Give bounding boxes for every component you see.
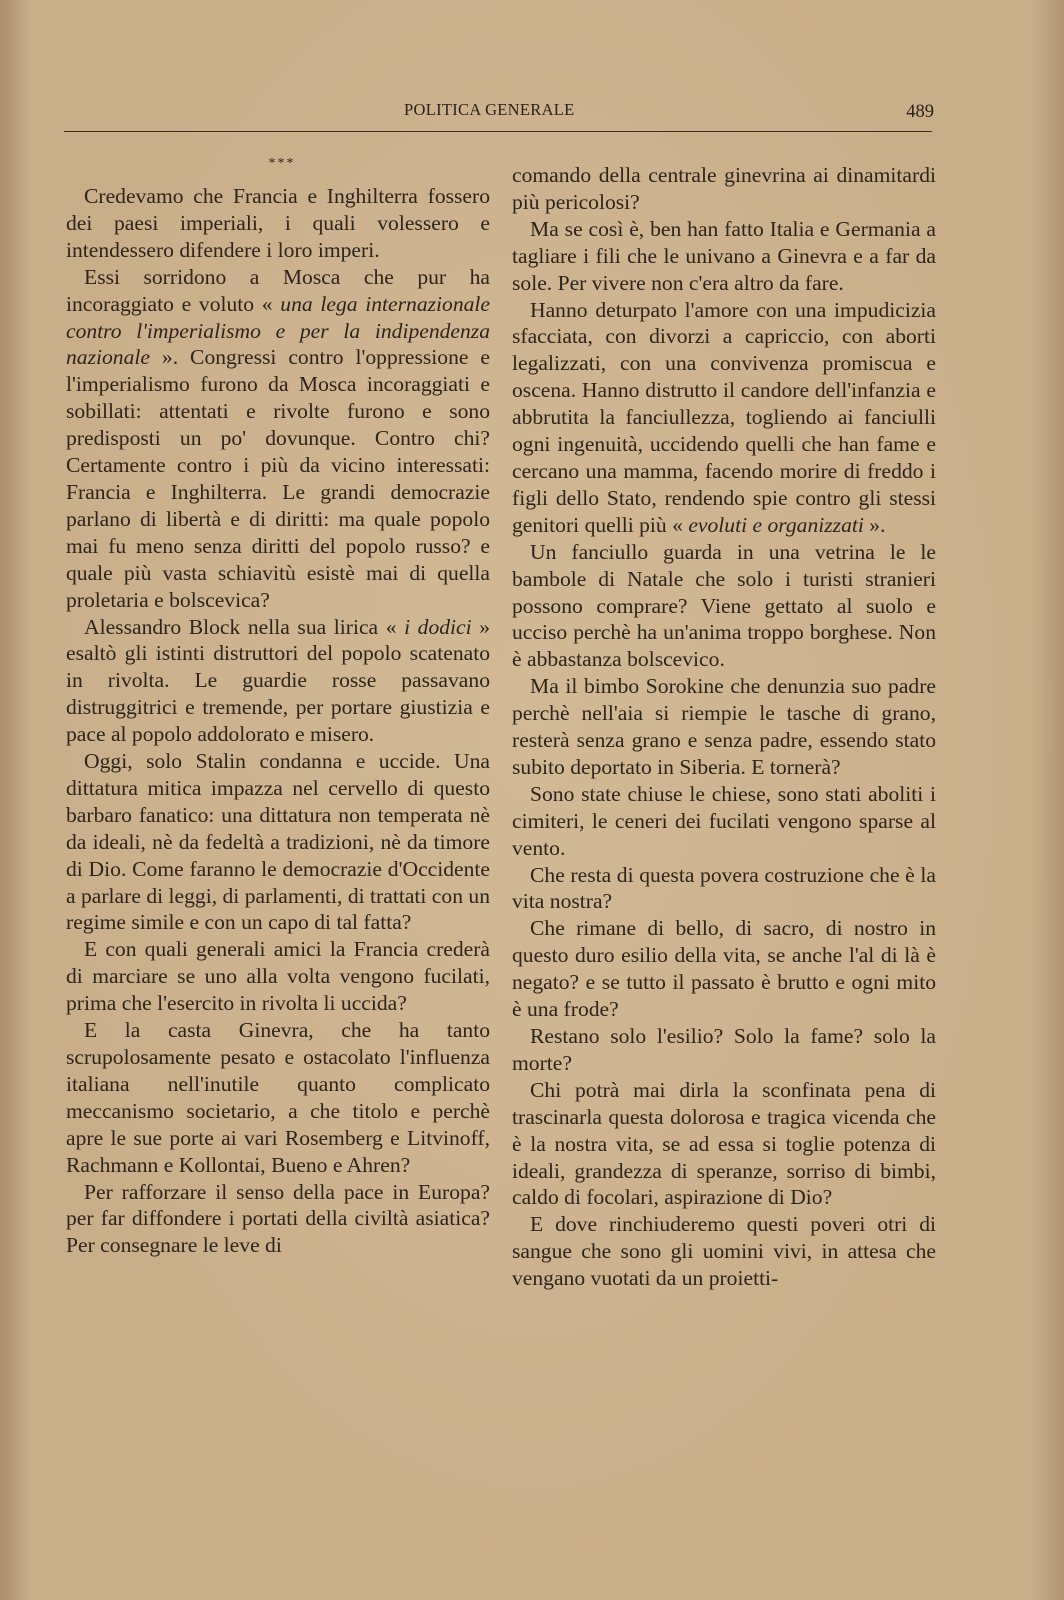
page-number: 489 — [906, 102, 934, 122]
header-rule — [64, 131, 932, 132]
left-column — [66, 156, 490, 1259]
paragraph — [512, 1023, 936, 1077]
paragraph — [66, 264, 490, 614]
paragraph — [512, 1211, 936, 1292]
paragraph-text: Che resta di questa povera costruzione che è la vita nostra? — [512, 862, 936, 914]
section-separator: *** — [268, 156, 296, 171]
paragraph — [66, 614, 490, 749]
paragraph-text: Ma se così è, ben han fatto Italia e Germania a tagliare i fili che le univano a Ginevra e a far da sole. Per vivere non c'era altro da fare. — [512, 216, 936, 295]
paragraph-text: Credevamo che Francia e Inghilterra fossero dei paesi imperiali, i quali volessero e intendessero difendere i loro imperi. — [66, 184, 490, 262]
paragraph-text: Essi sorridono a Mosca che pur ha incoraggiato e voluto « — [66, 264, 490, 316]
right-column — [512, 162, 936, 1292]
paragraph-text: ». — [863, 512, 886, 537]
paragraph — [512, 539, 936, 674]
paragraph-text: comando della centrale ginevrina ai dinamitardi più pericolosi? — [512, 163, 936, 214]
paragraph — [66, 183, 490, 264]
paragraph — [66, 748, 490, 936]
paragraph-text: Che rimane di bello, di sacro, di nostro in questo duro esilio della vita, se anche l'al di là è negato? e se tutto il passato è brutto e ogni mito è una frode? — [512, 916, 936, 1022]
paragraph — [66, 1017, 490, 1178]
running-title: POLITICA GENERALE — [404, 100, 575, 119]
paragraph — [512, 297, 936, 539]
paragraph-text: Chi potrà mai dirla la sconfinata pena di trascinarla questa dolorosa e tragica vicenda che è la nostra vita, se ad essa si toglie potenza di ideali, grandezza di speranze, sorriso di bimbi, caldo di focolari, aspirazione di Dio? — [512, 1077, 936, 1210]
paragraph — [512, 781, 936, 862]
paragraph — [512, 1077, 936, 1212]
paragraph-text: » esaltò gli istinti distruttori del popolo scatenato in rivolta. Le guardie rosse passavano distruggitrici e tremende, per portare giustizia e pace al popolo addolorato e misero. — [66, 614, 490, 747]
paragraph — [512, 162, 936, 216]
italic-text: una lega internazionale contro l'imperialismo e per la indipendenza nazionale — [66, 291, 490, 370]
paragraph-text: ». Congressi contro l'oppressione e l'imperialismo furono da Mosca incoraggiati e sobillati: attentati e rivolte furono e sono predisposti un po' dovunque. Contro chi? Certamente contro i più da vicino interessati: Francia e Inghilterra. Le grandi democrazie parlano di libertà e di diritti: ma quale popolo mai fu meno senza diritti del popolo russo? e quale più vasta schiavitù esistè mai di quella proletaria e bolscevica? — [66, 345, 490, 612]
paragraph-text: E dove rinchiuderemo questi poveri otri di sangue che sono gli uomini vivi, in attesa che vengano vuotati da un proietti- — [512, 1212, 936, 1291]
paragraph-text: Sono state chiuse le chiese, sono stati aboliti i cimiteri, le ceneri dei fucilati vengono sparse al vento. — [512, 781, 936, 860]
paragraph-text: E con quali generali amici la Francia crederà di marciare se uno alla volta vengono fucilati, prima che l'esercito in rivolta li uccida? — [66, 937, 490, 1016]
paragraph — [512, 915, 936, 1023]
paragraph-text: E la casta Ginevra, che ha tanto scrupolosamente pesato e ostacolato l'influenza italiana nell'inutile quanto complicato meccanismo societario, a che titolo e perchè apre le sue porte ai vari Rosemberg e Litvinoff, Rachmann e Kollontai, Bueno e Ahren? — [66, 1018, 490, 1177]
paragraph — [66, 936, 490, 1017]
italic-text: i dodici — [404, 614, 472, 639]
paragraph — [512, 673, 936, 781]
paragraph-text: Hanno deturpato l'amore con una impudicizia sfacciata, con divorzi a capriccio, con aborti legalizzati, con una convivenza promiscua e oscena. Hanno distrutto il candore dell'infanzia e abbrutita la fanciullezza, togliendo ai fanciulli ogni ingenuità, uccidendo quelli che han fame e cercano una mamma, facendo morire di freddo i figli dello Stato, rendendo spie contro gli stessi genitori quelli più « — [512, 297, 936, 537]
paragraph — [512, 862, 936, 916]
paragraph-text: Un fanciullo guarda in una vetrina le le bambole di Natale che solo i turisti stranieri possono comprare? Viene gettato al suolo e ucciso perchè ha un'anima troppo borghese. Non è abbastanza bolscevico. — [512, 539, 936, 672]
paragraph — [66, 1179, 490, 1260]
paragraph-text: Alessandro Block nella sua lirica « — [84, 614, 405, 639]
paragraph-text: Restano solo l'esilio? Solo la fame? solo la morte? — [512, 1024, 936, 1075]
italic-text: evoluti e organizzati — [688, 512, 864, 537]
paragraph-text: Oggi, solo Stalin condanna e uccide. Una dittatura mitica impazza nel cervello di questo barbaro fanatico: una dittatura non temperata nè da ideali, nè da fedeltà a tradizioni, nè da timore di Dio. Come faranno le democrazie d'Occidente a parlare di leggi, di parlamenti, di trattati con un regime simile e con un capo di tal fatta? — [66, 749, 490, 935]
paragraph-text: Per rafforzare il senso della pace in Europa? per far diffondere i portati della civiltà asiatica? Per consegnare le leve di — [66, 1179, 490, 1258]
page-header — [64, 98, 934, 130]
paragraph-text: Ma il bimbo Sorokine che denunzia suo padre perchè nell'aia si riempie le tasche di grano, resterà senza grano e senza padre, essendo stato subito deportato in Siberia. E tornerà? — [512, 674, 936, 779]
paragraph — [512, 216, 936, 297]
